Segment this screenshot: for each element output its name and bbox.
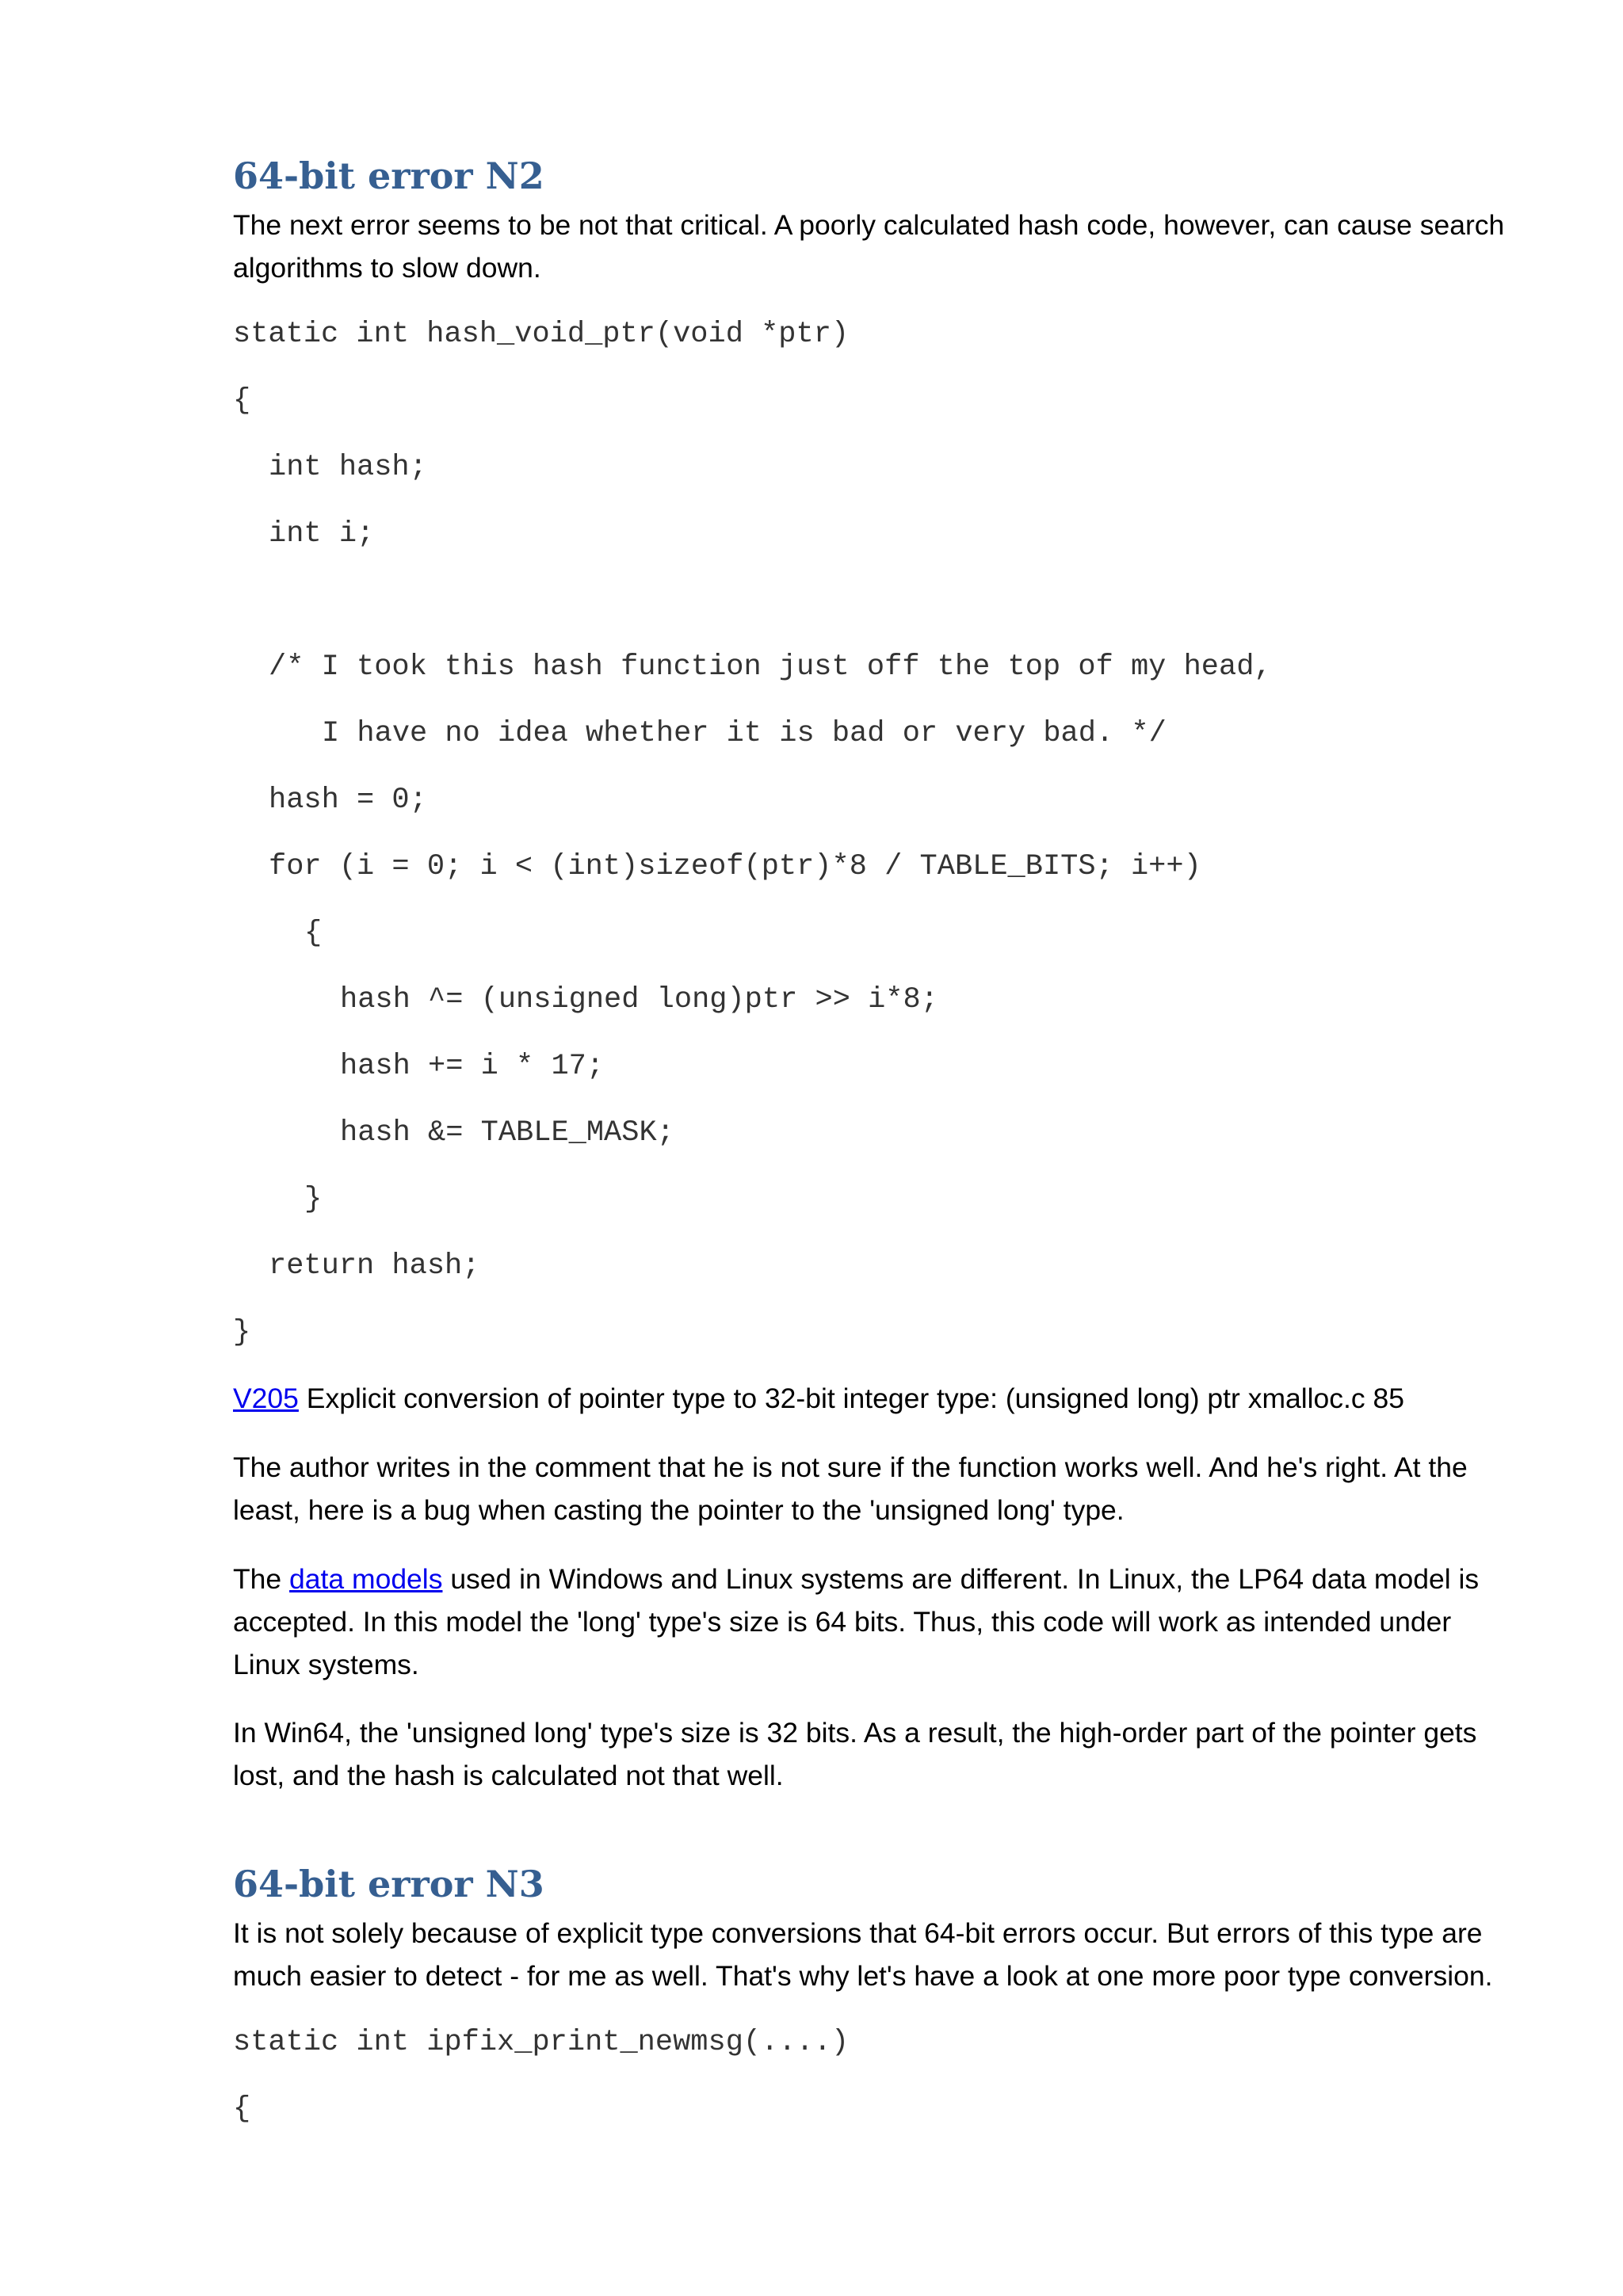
paragraph-win64: In Win64, the 'unsigned long' type's size is 32 bits. As a result, the high-order part of the pointer gets lost, and the hash is calculated not that well. — [233, 1717, 1477, 1791]
section-n2-intro: The next error seems to be not that critical. A poorly calculated hash code, however, can cause search algorithms to slow down. — [233, 209, 1505, 284]
code-line: static int ipfix_print_newmsg(....) — [233, 2026, 850, 2059]
code-line: int hash; — [269, 451, 427, 484]
code-line: hash ^= (unsigned long)ptr >> i*8; — [340, 983, 938, 1016]
section-heading-n2: 64-bit error N2 — [233, 154, 544, 197]
code-line: { — [233, 384, 251, 418]
code-line: hash = 0; — [269, 784, 427, 817]
section-n3-intro: It is not solely because of explicit type conversions that 64-bit errors occur. But errors of this type are much easier to detect - for me as well. That's why let's have a look at one more poor type conversion. — [233, 1917, 1493, 1992]
paragraph-text: used in Windows and Linux systems are different. In Linux, the LP64 data model is accepted. In this model the 'long' type's size is 64 bits. Thus, this code will work as intended under Linux systems. — [233, 1563, 1480, 1680]
paragraph-data-models — [233, 1558, 1517, 1686]
code-line: { — [233, 2092, 251, 2126]
code-line: /* I took this hash function just off the top of my head, — [269, 650, 1272, 684]
diagnostic-link-v205[interactable]: V205 — [233, 1383, 299, 1414]
code-line: hash += i * 17; — [340, 1050, 605, 1083]
paragraph-text: The — [233, 1563, 290, 1595]
code-line: static int hash_void_ptr(void *ptr) — [233, 318, 850, 351]
code-line: int i; — [269, 517, 375, 551]
code-line: } — [233, 1316, 251, 1349]
code-line: return hash; — [269, 1249, 480, 1283]
code-line: hash &= TABLE_MASK; — [340, 1116, 674, 1150]
code-line: for (i = 0; i < (int)sizeof(ptr)*8 / TABLE_BITS; i++) — [269, 850, 1201, 883]
code-line: I have no idea whether it is bad or very bad. */ — [322, 717, 1167, 750]
diagnostic-text: Explicit conversion of pointer type to 32-bit integer type: (unsigned long) ptr xmalloc.c 85 — [298, 1383, 1405, 1414]
section-heading-n3: 64-bit error N3 — [233, 1863, 544, 1905]
paragraph-author-comment: The author writes in the comment that he is not sure if the function works well. And he's right. At the least, here is a bug when casting the pointer to the 'unsigned long' type. — [233, 1451, 1468, 1526]
code-line: } — [304, 1183, 323, 1216]
code-line: { — [304, 917, 323, 950]
data-models-link[interactable]: data models — [289, 1563, 443, 1595]
diagnostic-message — [233, 1377, 1517, 1420]
